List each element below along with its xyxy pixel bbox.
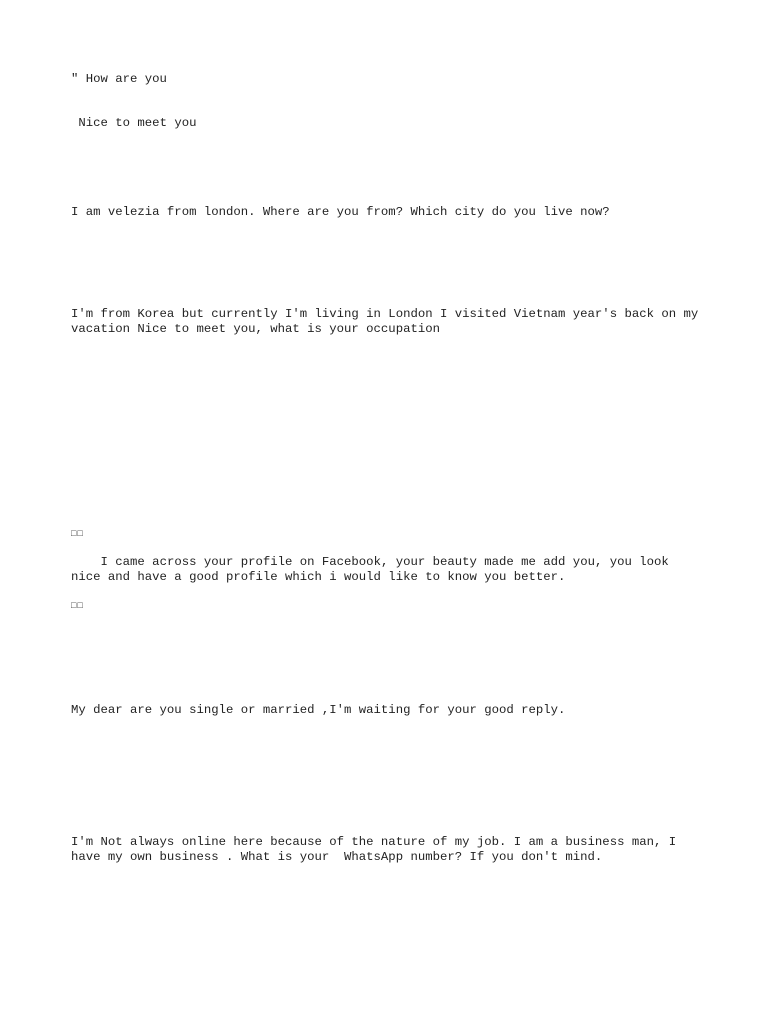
- message-profile: [71, 498, 701, 642]
- message-how-are-you: " How are you: [71, 72, 167, 86]
- message-profile-text: I came across your profile on Facebook, your beauty made me add you, you look nice and have a good profile which i would like to know you better.: [71, 555, 677, 584]
- missing-glyph-icon: □□: [71, 601, 84, 611]
- missing-glyph-icon: □□: [71, 529, 84, 539]
- message-whatsapp-request: I'm Not always online here because of the nature of my job. I am a business man, I have my own business . What is your WhatsApp number? If you don't mind.: [71, 835, 684, 864]
- message-nice-to-meet-you: Nice to meet you: [71, 116, 197, 130]
- message-introduction: I am velezia from london. Where are you from? Which city do you live now?: [71, 205, 610, 219]
- message-origin: I'm from Korea but currently I'm living in London I visited Vietnam year's back on my vacation Nice to meet you, what is your occupation: [71, 307, 706, 336]
- message-single-or-married: My dear are you single or married ,I'm waiting for your good reply.: [71, 703, 566, 717]
